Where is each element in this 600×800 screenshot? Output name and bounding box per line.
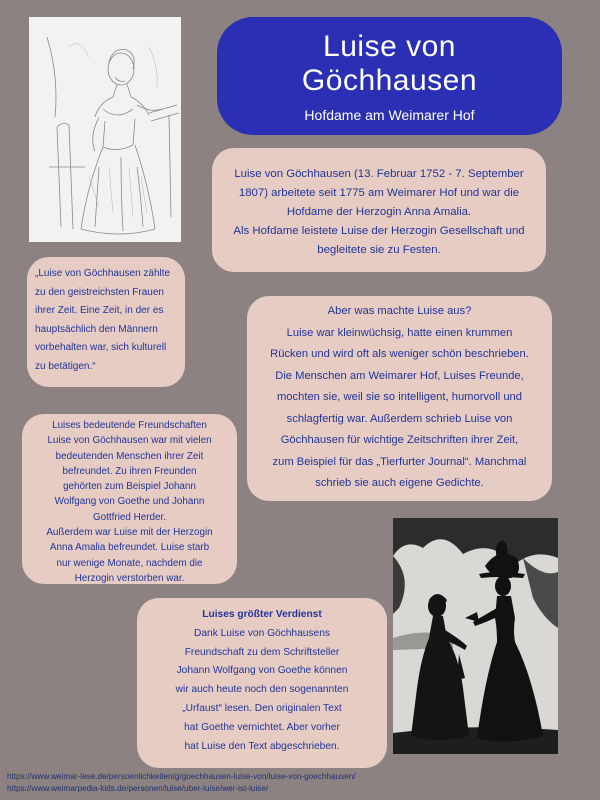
quote-line: zu den geistreichsten Frauen <box>35 286 164 298</box>
friends-card <box>22 414 237 584</box>
friends-line: Luises bedeutende Freundschaften <box>52 420 207 431</box>
merit-line: Dank Luise von Göchhausens <box>194 627 330 639</box>
merit-line: „Urfaust“ lesen. Den originalen Text <box>182 702 342 714</box>
intro-card <box>212 148 546 272</box>
intro-line: Als Hofdame leistete Luise der Herzogin Gesellschaft und <box>233 225 525 237</box>
sketch-drawing <box>29 17 181 242</box>
why-line: Rücken und wird oft als weniger schön beschrieben. <box>270 348 529 360</box>
source-link[interactable]: https://www.weimar-lese.de/persoenlichkeiten/g/goechhausen-luise-von/luise-von-goechhausen/ <box>7 772 356 781</box>
friends-line: Gottfried Herder. <box>93 511 166 523</box>
quote-line: ihrer Zeit. Eine Zeit, in der es <box>35 305 164 316</box>
merit-heading: Luises größter Verdienst <box>202 609 322 620</box>
intro-line: Hofdame der Herzogin Anna Amalia. <box>286 206 472 218</box>
merit-line: wir auch heute noch den sogenannten <box>175 684 349 696</box>
friends-line: gehörten zum Beispiel Johann <box>63 481 196 493</box>
why-line: schrieb sie auch eigene Gedichte. <box>315 477 484 489</box>
page-subtitle: Hofdame am Weimarer Hof <box>304 107 475 123</box>
merit-card <box>137 598 387 768</box>
friends-line: bedeutenden Menschen ihrer Zeit <box>55 450 204 462</box>
intro-line: begleitete sie zu Festen. <box>317 244 441 256</box>
merit-line: hat Goethe vernichtet. Aber vorher <box>184 721 340 733</box>
sketch-portrait-image <box>29 17 181 242</box>
why-line: Luise war kleinwüchsig, hatte einen krummen <box>286 326 513 339</box>
page-title-line2: Göchhausen <box>301 64 478 97</box>
friends-line: nur wenige Monate, nachdem die <box>56 557 203 569</box>
intro-line: 1807) arbeitete seit 1775 am Weimarer Hof und war die <box>238 187 520 199</box>
quote-line: vorbehalten war, sich kulturell <box>35 342 167 353</box>
intro-line: Luise von Göchhausen (13. Februar 1752 - 7. September <box>234 168 524 180</box>
quote-line: „Luise von Göchhausen zählte <box>35 268 171 279</box>
why-line: mochten sie, weil sie so intelligent, humorvoll und <box>276 391 522 403</box>
friends-line: befreundet. Zu ihren Freunden <box>62 465 197 477</box>
page-title-line1: Luise von <box>323 30 456 63</box>
silhouette-drawing <box>393 518 558 754</box>
quote-card <box>27 257 185 387</box>
why-line: Aber was machte Luise aus? <box>327 305 472 317</box>
friends-line: Wolfgang von Goethe und Johann <box>54 496 205 508</box>
why-line: Göchhausen für wichtige Zeitschriften ihrer Zeit, <box>280 434 519 446</box>
merit-line: Freundschaft zu dem Schriftsteller <box>184 646 340 658</box>
source-link[interactable]: https://www.weimarpedia-kids.de/personen/luise/uber-luise/wer-ist-luise/ <box>7 784 269 793</box>
friends-line: Außerdem war Luise mit der Herzogin <box>46 527 213 539</box>
why-line: schlagfertig war. Außerdem schrieb Luise von <box>286 412 513 425</box>
quote-line: zu betätigen.“ <box>35 360 96 372</box>
friends-line: Luise von Göchhausen war mit vielen <box>47 435 212 447</box>
why-line: Die Menschen am Weimarer Hof, Luises Freunde, <box>275 369 524 382</box>
why-line: zum Beispiel für das „Tierfurter Journal“. Manchmal <box>272 455 527 468</box>
merit-line: Johann Wolfgang von Goethe können <box>176 665 348 677</box>
friends-line: Herzogin verstorben war. <box>74 572 185 584</box>
silhouette-image <box>393 518 558 754</box>
source-links <box>7 771 597 795</box>
quote-line: hauptsächlich den Männern <box>35 323 158 335</box>
title-banner <box>217 17 562 135</box>
why-card <box>247 296 552 501</box>
merit-line: hat Luise den Text abgeschrieben. <box>184 740 340 752</box>
friends-line: Anna Amalia befreundet. Luise starb <box>49 542 210 554</box>
